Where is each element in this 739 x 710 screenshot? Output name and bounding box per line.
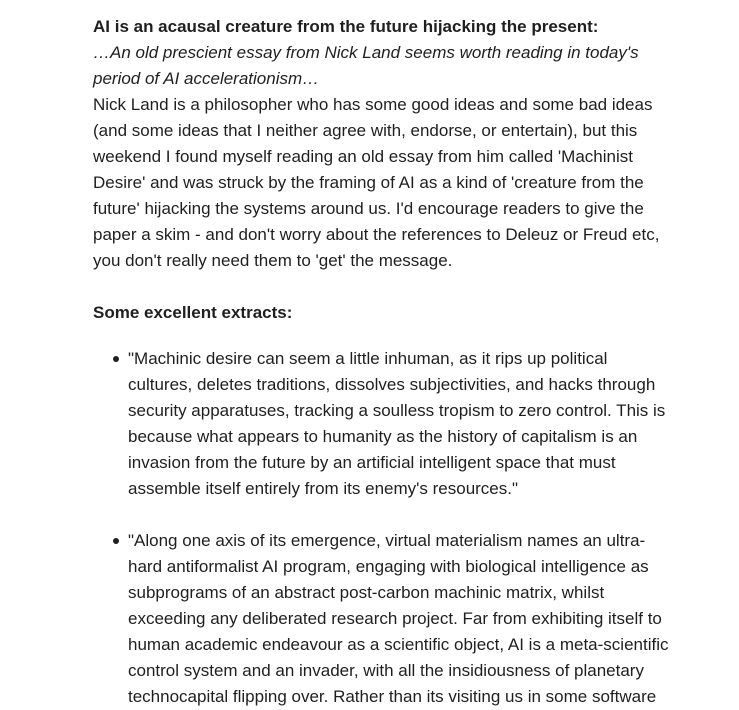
extract-item xyxy=(93,346,666,502)
intro-line: Nick Land is a philosopher who has some good ideas and some bad ideas xyxy=(93,95,653,114)
extract-line: "Machinic desire can seem a little inhuman, as it rips up political xyxy=(128,349,608,368)
extract-line: subprograms of an abstract post-carbon machinic matrix, whilst xyxy=(128,583,605,602)
intro-line: Desire' and was struck by the framing of AI as a kind of 'creature from the xyxy=(93,173,644,192)
intro-line: future' hijacking the systems around us. I'd encourage readers to give the xyxy=(93,199,644,218)
intro-line: weekend I found myself reading an old essay from him called 'Machinist xyxy=(93,147,633,166)
intro-line: you don't really need them to 'get' the message. xyxy=(93,251,453,270)
paragraph-spacer xyxy=(93,274,653,300)
extracts-list xyxy=(93,346,669,710)
extract-line: because what appears to humanity as the history of capitalism is an xyxy=(128,427,638,446)
extract-line: technocapital flipping over. Rather than its visiting us in some software xyxy=(128,687,657,706)
article xyxy=(93,14,669,710)
extract-line: cultures, deletes traditions, dissolves subjectivities, and hacks through xyxy=(128,375,656,394)
intro-paragraph xyxy=(93,92,660,274)
extract-line: "Along one axis of its emergence, virtual materialism names an ultra- xyxy=(128,531,646,550)
subtitle-line: period of AI accelerationism… xyxy=(93,69,320,88)
intro-line: paper a skim - and don't worry about the references to Deleuz or Freud etc, xyxy=(93,225,660,244)
intro-line: (and some ideas that I neither agree with, endorse, or entertain), but this xyxy=(93,121,638,140)
extract-line: human academic endeavour as a scientific object, AI is a meta-scientific xyxy=(128,635,669,654)
extract-line: hard antiformalist AI program, engaging with biological intelligence as xyxy=(128,557,649,576)
bullet-icon xyxy=(113,538,119,544)
extracts-heading: Some excellent extracts: xyxy=(93,303,293,322)
article-heading: AI is an acausal creature from the future hijacking the present: xyxy=(93,17,599,36)
extract-line: assemble itself entirely from its enemy's resources." xyxy=(128,479,519,498)
extract-line: security apparatuses, tracking a soulless tropism to zero control. This is xyxy=(128,401,666,420)
article-subtitle xyxy=(93,40,653,92)
extract-line: exceeding any deliberated research project. Far from exhibiting itself to xyxy=(128,609,662,628)
extract-item xyxy=(93,528,669,710)
extract-line: invasion from the future by an artificial intelligent space that must xyxy=(128,453,616,472)
extract-line: control system and an invader, with all the insidiousness of planetary xyxy=(128,661,644,680)
subtitle-line: …An old prescient essay from Nick Land seems worth reading in today's xyxy=(93,43,639,62)
bullet-icon xyxy=(113,356,119,362)
